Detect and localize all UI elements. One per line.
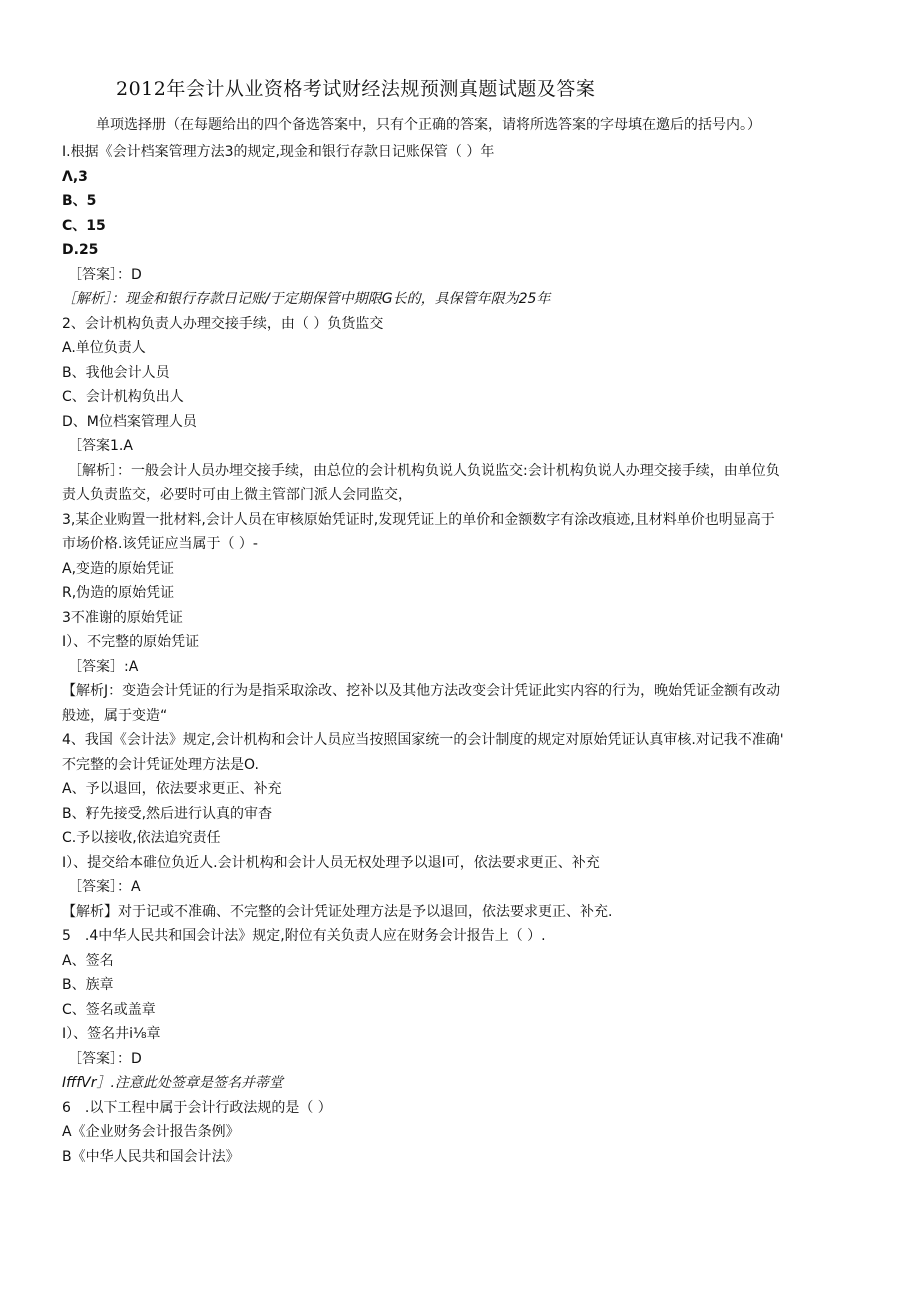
text-line: ［答案1.A [68,438,133,454]
text-line: 6 .以下工程中属于会计行政法规的是（ ） [62,1099,332,1116]
text-line: I）、提交给本碓位负近人.会计机构和会计人员无权处理予以退I可，依法要求更正、补充 [62,854,600,871]
text-line: 4、我国《会计法》规定,会计机构和会计人员应当按照国家统一的会计制度的规定对原始凭证认真审核.对记我不准确' [62,732,784,748]
text-line: A,变造的原始凭证 [62,560,175,577]
text-line: C、会计机构负出人 [62,389,184,405]
text-line: I）、签名井i⅛章 [62,1026,161,1042]
text-line: B、我他会计人员 [62,364,170,381]
text-line: 3不准谢的原始凭证 [62,609,183,626]
question-list [62,140,862,1169]
text-line: A、予以退回，依法要求更正、补充 [62,781,282,797]
document-title: 2012年会计从业资格考试财经法规预测真题试题及答案 [116,78,596,100]
text-line: D、M位档案管理人员 [62,413,197,430]
text-line: B《中华人民共和国会计法》 [62,1148,240,1165]
text-line: A《企业财务会计报告条例》 [62,1124,240,1140]
text-line: D.25 [62,242,99,258]
text-line: C.予以接收,依法追究责任 [62,830,221,846]
text-line: C、签名或盖章 [62,1001,156,1018]
text-line: 3,某企业购置一批材料,会计人员在审核原始凭证时,发现凭证上的单价和金额数字有涂改痕迹,且材料单价也明显高于 [62,511,775,528]
section-intro: 单项选择册（在每题给出的四个备选答案中，只有个正确的答案，请将所选答案的字母填在邀后的括号内。） [96,117,761,133]
text-line: ［答案］：D [68,266,142,283]
text-line: 市场价格.该凭证应当属于（ ）- [62,536,258,552]
text-line: I）、不完整的原始凭证 [62,634,200,650]
text-line: 不完整的会计凭证处理方法是O. [62,756,259,773]
text-line: R,伪造的原始凭证 [62,585,175,601]
text-line: 【解析】对于记或不准确、不完整的会计凭证处理方法是予以退回，依法要求更正、补充. [62,903,613,920]
text-line: A、签名 [62,952,114,969]
text-line: A.单位负责人 [62,340,146,356]
text-line: ［解析］：现金和银行存款日记账/于定期保管中期限G长的，具保管年限为25年 [62,291,551,307]
text-line: B、籽先接受,然后进行认真的审杳 [62,805,273,822]
text-line: Λ,3 [62,168,88,185]
text-line: IfffVr］.注意此处签章是签名并蒂堂 [62,1075,283,1091]
text-line: ［答案］:A [68,658,139,675]
text-line: I.根据《会计档案管理方法3的规定,现金和银行存款日记账保管（ ）年 [62,144,495,160]
text-line: 2、会计机构负责人办理交接手续，由（ ）负货监交 [62,315,384,332]
text-line: C、15 [62,217,106,234]
text-line: ［解析］：一般会计人员办埋交接手续，由总位的会计机构负说人负说监交:会计机构负说人办理交接手续，由单位负 [68,462,780,479]
text-line: 责人负责监交，必要时可由上微主管部门派人会同监交， [62,487,412,503]
text-line: 般迹，属于变造“ [62,707,168,724]
text-line: 【解析J：变造会计凭证的行为是指采取涂改、挖补以及其他方法改变会计凭证此实内容的行为，晚始凭证金额有改动 [62,683,781,699]
text-line: ［答案］：A [68,879,141,895]
text-line: B、5 [62,193,97,209]
text-line: ［答案］：D [68,1050,142,1067]
text-line: B、族章 [62,977,114,993]
text-line: 5 .4中华人民共和国会计法》规定,附位有关负责人应在财务会计报告上（ ）. [62,928,546,944]
